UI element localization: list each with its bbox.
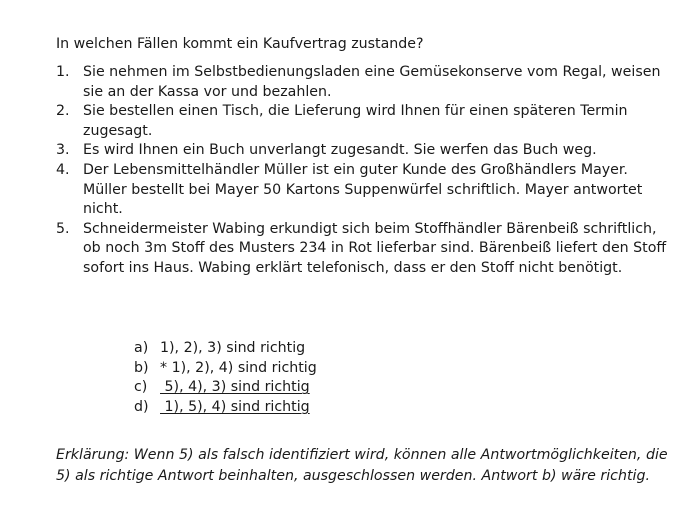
case-text: Schneidermeister Wabing erkundigt sich beim Stoffhändler Bärenbeiß schriftlich, ob noch 3m Stoff des Musters 234 in Rot lieferbar sind. Bärenbeiß liefert den Stoff sofort ins Haus. Wabing erklärt telefonisch, dass er den Stoff nicht benötigt. [83, 220, 667, 276]
case-text: Der Lebensmittelhändler Müller ist ein guter Kunde des Großhändlers Mayer. Müller bestellt bei Mayer 50 Kartons Suppenwürfel schriftlich. Mayer antwortet nicht. [83, 161, 643, 218]
case-number: 1. [56, 64, 70, 80]
answer-text: 5), 4), 3) sind richtig [160, 379, 310, 396]
answer-letter: b) [134, 359, 149, 376]
case-list [56, 63, 676, 279]
case-text: Es wird Ihnen ein Buch unverlangt zugesandt. Sie werfen das Buch weg. [83, 142, 597, 159]
case-item-4 [56, 161, 676, 220]
case-text: Sie nehmen im Selbstbedienungsladen eine Gemüsekonserve vom Regal, weisen sie an der Kassa vor und bezahlen. [83, 64, 661, 100]
case-text: Sie bestellen einen Tisch, die Lieferung wird Ihnen für einen späteren Termin zugesagt. [83, 103, 628, 139]
case-item-2 [56, 102, 676, 141]
case-number: 4. [56, 161, 70, 178]
answer-text: 1), 2), 3) sind richtig [160, 340, 306, 356]
answer-text: * 1), 2), 4) sind richtig [160, 359, 317, 376]
case-item-1 [56, 63, 676, 102]
explanation-text: Erklärung: Wenn 5) als falsch identifiziert wird, können alle Antwortmöglichkeiten, die 5) als richtige Antwort beinhalten, ausgeschlossen werden. Antwort b) wäre richtig. [56, 447, 668, 484]
answer-letter: d) [134, 398, 149, 415]
answer-letter: c) [134, 379, 148, 396]
case-item-5 [56, 220, 676, 279]
case-item-3 [56, 141, 676, 161]
answer-text: 1), 5), 4) sind richtig [160, 398, 310, 415]
answer-letter: a) [134, 340, 149, 356]
case-number: 3. [56, 142, 70, 159]
case-number: 2. [56, 103, 70, 120]
case-number: 5. [56, 220, 70, 237]
question-heading: In welchen Fällen kommt ein Kaufvertrag zustande? [56, 36, 424, 52]
